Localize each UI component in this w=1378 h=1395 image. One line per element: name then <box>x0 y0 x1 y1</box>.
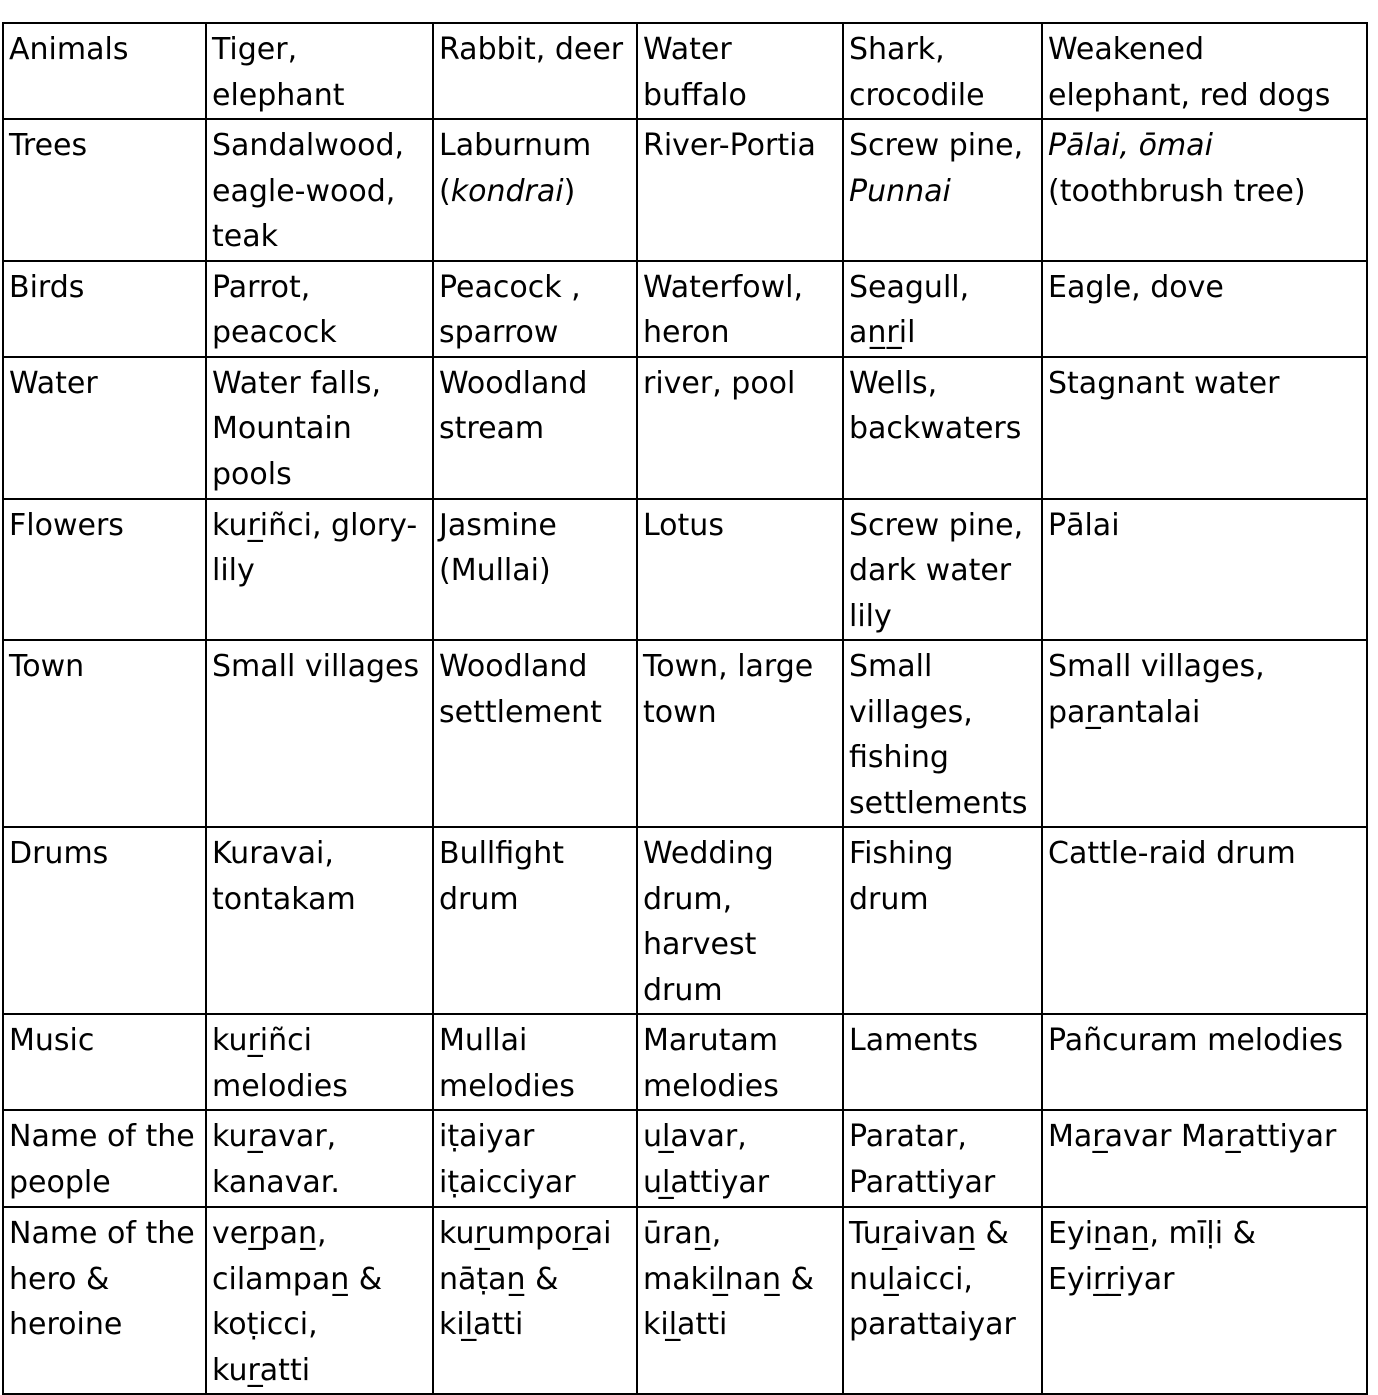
cell-text: ) <box>563 173 576 209</box>
table-row <box>3 261 1367 357</box>
table-cell <box>206 827 433 1014</box>
table-cell <box>637 23 843 119</box>
cell-text: Pālai, ōmai <box>1048 128 1213 163</box>
cell-text: Eyin̲an̲, mīḷi & Eyir̲r̲iyar <box>1048 1216 1256 1297</box>
cell-text: Flowers <box>9 507 124 543</box>
table-row <box>3 499 1367 641</box>
table-cell <box>433 119 637 261</box>
table-cell <box>206 640 433 827</box>
cell-text: Birds <box>9 269 85 305</box>
cell-text: ver̲pan̲, cilampan̲ & koṭicci, kur̲atti <box>212 1216 383 1388</box>
cell-text: Rabbit, deer <box>439 32 624 67</box>
cell-text: kur̲iñci, glory- lily <box>212 507 418 588</box>
table-cell <box>206 119 433 261</box>
cell-text: Kuravai, tontakam <box>212 836 356 917</box>
row-header-cell <box>3 119 206 261</box>
row-header-cell <box>3 1014 206 1110</box>
table-cell <box>433 1014 637 1110</box>
cell-text: Wedding drum, harvest drum <box>643 836 774 1008</box>
cell-text: Sandalwood, eagle-wood, teak <box>212 128 405 254</box>
cell-text: Mar̲avar Mar̲attiyar <box>1048 1119 1337 1154</box>
cell-text: Music <box>9 1023 95 1058</box>
cell-text: kur̲umpor̲ai nāṭan̲ & kil̲atti <box>439 1216 612 1342</box>
table-cell <box>843 499 1042 641</box>
row-header-cell <box>3 23 206 119</box>
table-cell <box>433 23 637 119</box>
table-cell <box>843 23 1042 119</box>
table-cell <box>206 1207 433 1394</box>
row-header-cell <box>3 261 206 357</box>
row-header-cell <box>3 499 206 641</box>
table-cell <box>433 1110 637 1207</box>
table-row <box>3 827 1367 1014</box>
cell-text: Name of the hero & heroine <box>9 1216 195 1342</box>
table-cell <box>637 499 843 641</box>
landscape-table <box>2 22 1368 1395</box>
table-cell <box>206 357 433 499</box>
table-body <box>3 23 1367 1394</box>
cell-text: Bullfight drum <box>439 836 564 917</box>
table-cell <box>843 357 1042 499</box>
cell-text: Small villages, par̲antalai <box>1048 649 1265 730</box>
table-cell <box>637 1207 843 1394</box>
table-cell <box>1042 1207 1367 1394</box>
table-cell <box>206 499 433 641</box>
cell-text: Water <box>9 365 98 401</box>
table-cell <box>433 640 637 827</box>
table-cell <box>1042 23 1367 119</box>
cell-text: Paratar, Parattiyar <box>849 1119 996 1200</box>
table-cell <box>843 1110 1042 1207</box>
cell-text: Tiger, elephant <box>212 32 345 113</box>
table-cell <box>1042 499 1367 641</box>
table-cell <box>637 1110 843 1207</box>
table-cell <box>206 1014 433 1110</box>
table-cell <box>1042 1014 1367 1110</box>
table-cell <box>637 261 843 357</box>
table-row <box>3 1014 1367 1110</box>
table-cell <box>843 827 1042 1014</box>
cell-text: Small villages, fishing settlements <box>849 649 1028 821</box>
row-header-cell <box>3 357 206 499</box>
cell-text: Lotus <box>643 507 724 543</box>
table-cell <box>843 119 1042 261</box>
cell-text: Drums <box>9 836 109 871</box>
cell-text: Shark, crocodile <box>849 32 985 113</box>
table-cell <box>637 1014 843 1110</box>
cell-text: Animals <box>9 32 129 67</box>
cell-text: Wells, backwaters <box>849 365 1022 446</box>
cell-text: Pālai <box>1048 507 1120 543</box>
cell-text: Town, large town <box>643 649 814 730</box>
cell-text: Punnai <box>849 173 951 209</box>
cell-text: (toothbrush tree) <box>1048 173 1306 209</box>
table-cell <box>1042 357 1367 499</box>
table-row <box>3 640 1367 827</box>
cell-text: Mullai melodies <box>439 1023 575 1104</box>
row-header-cell <box>3 827 206 1014</box>
cell-text: Fishing drum <box>849 836 954 917</box>
table-cell <box>637 827 843 1014</box>
table-cell <box>843 261 1042 357</box>
row-header-cell <box>3 1207 206 1394</box>
cell-text: Eagle, dove <box>1048 269 1224 305</box>
table-cell <box>206 261 433 357</box>
cell-text: River-Portia <box>643 128 816 163</box>
table-cell <box>433 261 637 357</box>
table-row <box>3 119 1367 261</box>
cell-text: Town <box>9 649 85 684</box>
table-cell <box>637 357 843 499</box>
cell-text: Cattle-raid drum <box>1048 836 1296 871</box>
cell-text: iṭaiyar iṭaicciyar <box>439 1119 576 1200</box>
cell-text: Stagnant water <box>1048 365 1280 401</box>
cell-text: kondrai <box>450 173 564 209</box>
table-cell <box>843 640 1042 827</box>
cell-text: Tur̲aivan̲ & nul̲aicci, parattaiyar <box>849 1216 1016 1342</box>
cell-text: Small villages <box>212 649 420 684</box>
row-header-cell <box>3 1110 206 1207</box>
cell-text: Laments <box>849 1023 979 1058</box>
table-cell <box>1042 119 1367 261</box>
cell-text: Waterfowl, heron <box>643 269 804 350</box>
table-cell <box>206 23 433 119</box>
cell-text: Weakened elephant, red dogs <box>1048 32 1331 113</box>
row-header-cell <box>3 640 206 827</box>
table-cell <box>1042 827 1367 1014</box>
cell-text: Peacock , sparrow <box>439 269 581 350</box>
table-cell <box>843 1207 1042 1394</box>
cell-text: Jasmine (Mullai) <box>439 507 557 588</box>
table-row <box>3 1207 1367 1394</box>
cell-text: Seagull, an̲r̲il <box>849 269 970 350</box>
cell-text: Pañcuram melodies <box>1048 1023 1343 1058</box>
table-row <box>3 357 1367 499</box>
cell-text: Parrot, peacock <box>212 269 337 350</box>
table-cell <box>433 357 637 499</box>
cell-text: ūran̲, makil̲nan̲ & kil̲atti <box>643 1216 814 1342</box>
table-cell <box>206 1110 433 1207</box>
cell-text: river, pool <box>643 365 796 401</box>
table-row <box>3 23 1367 119</box>
cell-text: ul̲avar, ul̲attiyar <box>643 1119 770 1200</box>
table-cell <box>433 499 637 641</box>
table-cell <box>637 640 843 827</box>
cell-text: kur̲iñci melodies <box>212 1023 348 1104</box>
table-row <box>3 1110 1367 1207</box>
table-cell <box>637 119 843 261</box>
cell-text: Woodland stream <box>439 365 588 446</box>
cell-text: Laburnum ( <box>439 128 592 209</box>
cell-text: Screw pine, <box>849 128 1024 163</box>
cell-text: Name of the people <box>9 1119 195 1200</box>
table-cell <box>1042 1110 1367 1207</box>
cell-text: Marutam melodies <box>643 1023 779 1104</box>
table-cell <box>843 1014 1042 1110</box>
cell-text: Water buffalo <box>643 32 747 113</box>
cell-text: kur̲avar, kanavar. <box>212 1119 340 1200</box>
cell-text: Woodland settlement <box>439 649 602 730</box>
cell-text: Trees <box>9 128 88 163</box>
table-cell <box>433 1207 637 1394</box>
table-cell <box>433 827 637 1014</box>
table-cell <box>1042 261 1367 357</box>
cell-text: Water falls, Mountain pools <box>212 365 381 492</box>
cell-text: Screw pine, dark water lily <box>849 507 1024 634</box>
table-cell <box>1042 640 1367 827</box>
